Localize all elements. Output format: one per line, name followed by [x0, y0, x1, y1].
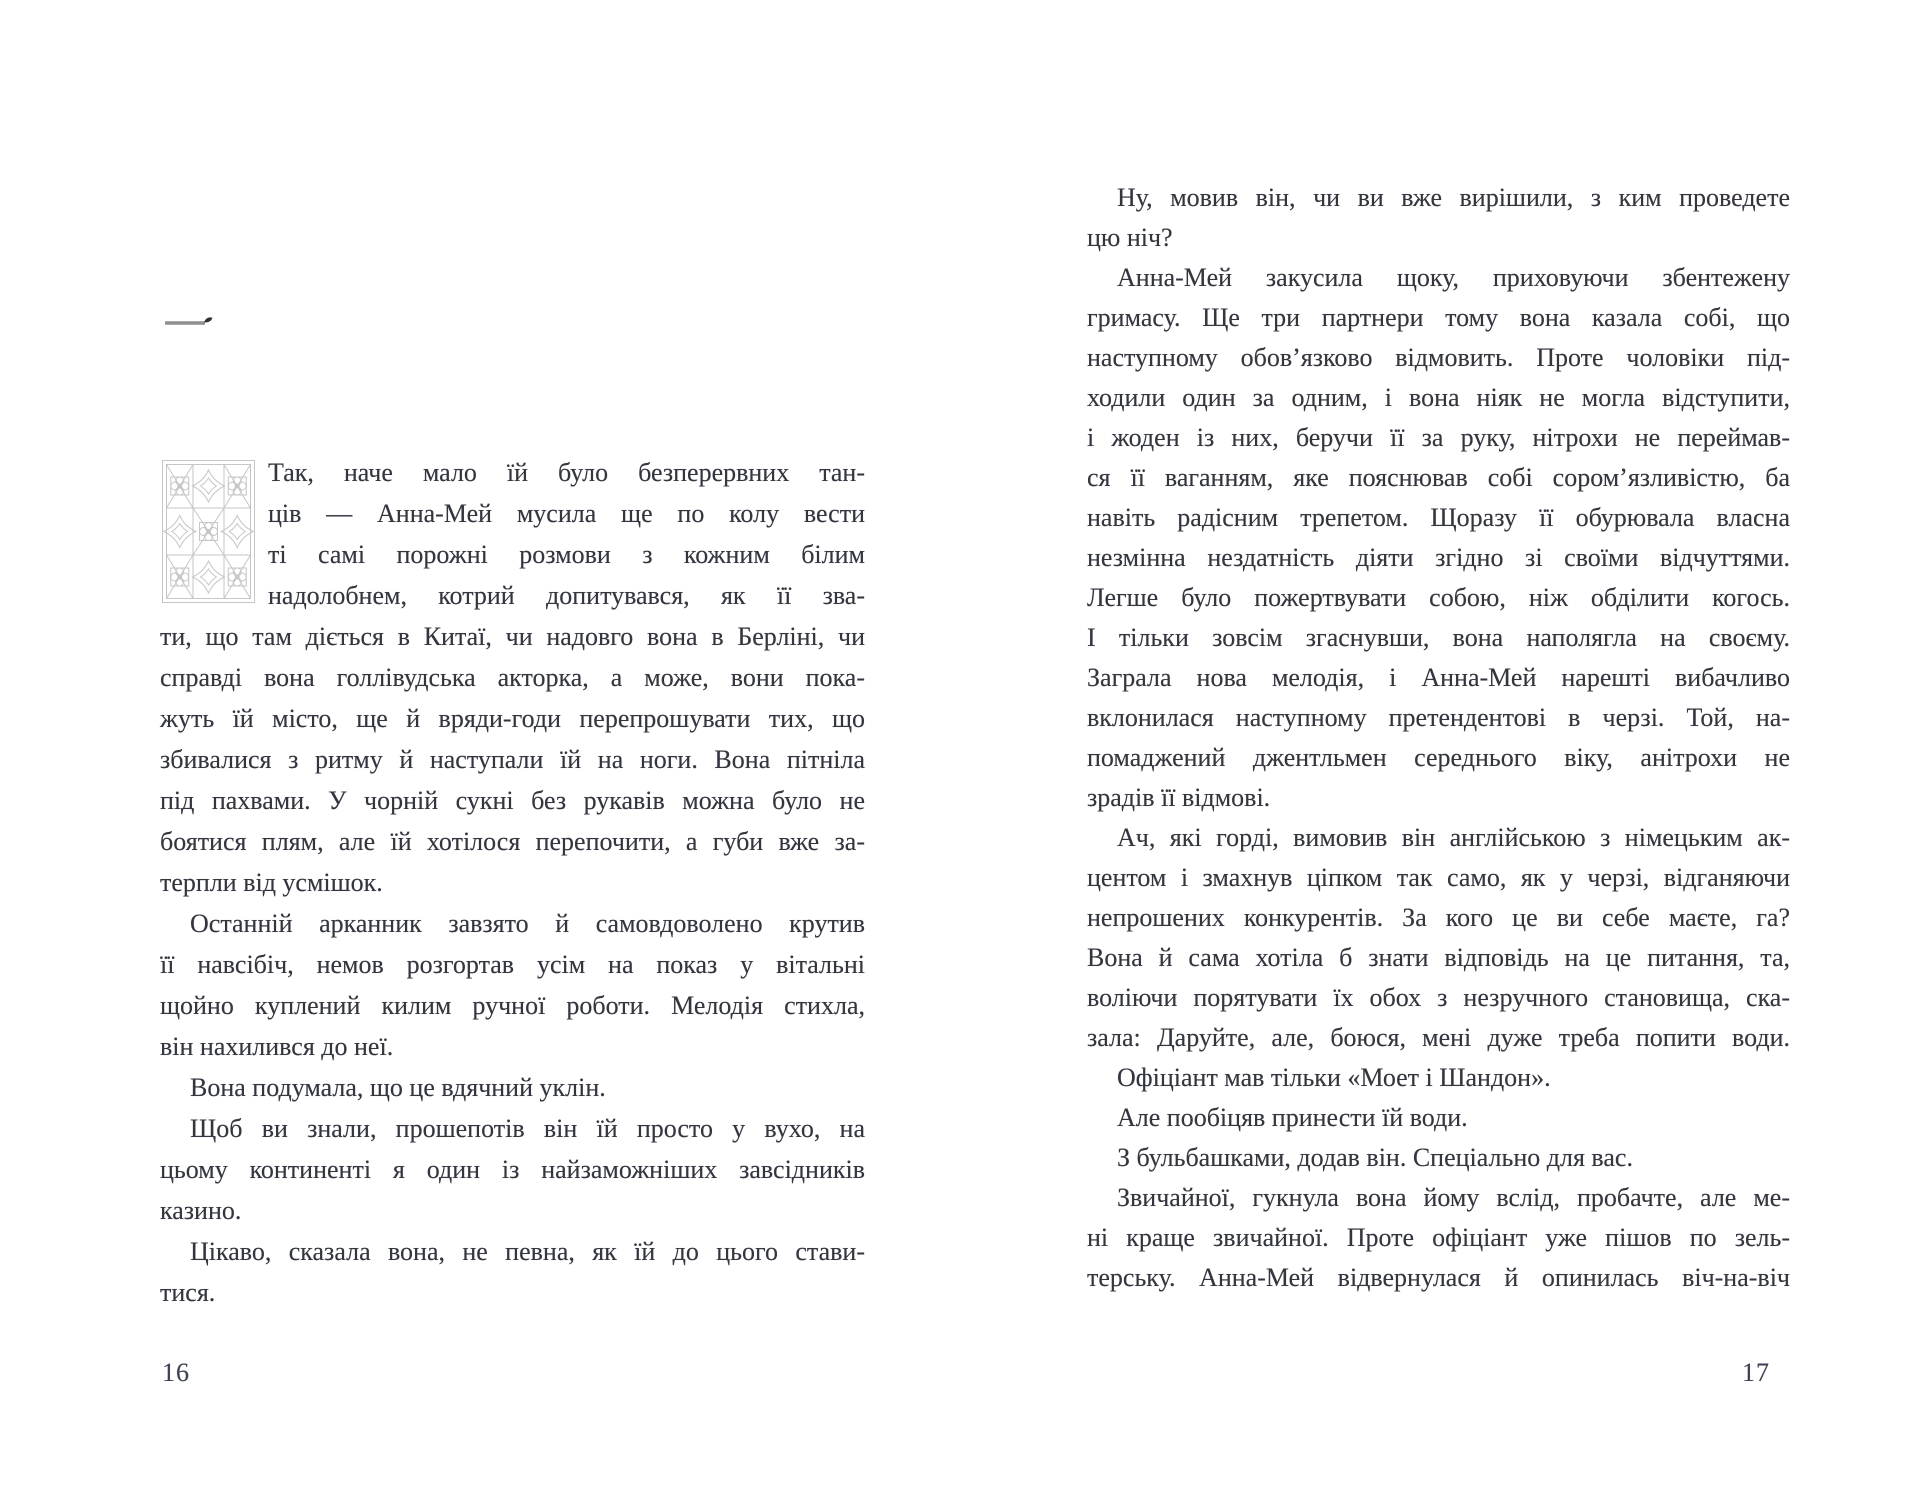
text-line: він нахилився до неї. — [160, 1032, 394, 1061]
text-line: боятися плям, але їй хотілося перепочити, а губи вже за- — [160, 827, 865, 856]
text-line: ти, що там діється в Китаї, чи надовго вона в Берліні, чи — [160, 622, 865, 651]
text-line: ходили один за одним, і вона ніяк не могла відступити, — [1087, 383, 1790, 412]
page-number-left: 16 — [162, 1358, 190, 1387]
text-line: і жоден із них, беручи її за руку, нітрохи не переймав- — [1087, 423, 1790, 452]
text-line: Цікаво, сказала вона, не певна, як їй до цього стави- — [190, 1237, 865, 1266]
text-line: її навсібіч, немов розгортав усім на показ у вітальні — [160, 950, 865, 979]
text-line: ців — Анна-Мей мусила ще по колу вести — [268, 499, 865, 528]
text-line: надолобнем, котрий допитувався, як її зва- — [268, 581, 865, 610]
text-line: Вона й сама хотіла б знати відповідь на це питання, та, — [1087, 943, 1790, 972]
text-line: Щоб ви знали, прошепотів він їй просто у вухо, на — [190, 1114, 865, 1143]
text-line: Ач, які горді, вимовив він англійською з німецьким ак- — [1117, 823, 1790, 852]
text-line: ті самі порожні розмови з кожним білим — [268, 540, 865, 569]
lattice-ornament-icon — [162, 460, 255, 603]
text-line: щойно куплений килим ручної роботи. Мелодія стихла, — [160, 991, 865, 1020]
text-line: З бульбашками, додав він. Спеціально для вас. — [1117, 1143, 1633, 1172]
text-line: Так, наче мало їй було безперервних тан- — [268, 458, 865, 487]
text-line: терську. Анна-Мей відвернулася й опинилась віч-на-віч — [1087, 1263, 1790, 1292]
text-line: Анна-Мей закусила щоку, приховуючи збентежену — [1117, 263, 1790, 292]
text-line: Легше було пожертвувати собою, ніж обділити когось. — [1087, 583, 1790, 612]
text-line: під пахвами. У чорній сукні без рукавів можна було не — [160, 786, 865, 815]
right-text-block — [1087, 178, 1790, 1298]
paragraph — [160, 452, 865, 903]
text-line: зала: Даруйте, але, боюся, мені дуже треба попити води. — [1087, 1023, 1790, 1052]
text-line: цьому континенті я один із найзаможніших завсідників — [160, 1155, 865, 1184]
text-line: Заграла нова мелодія, і Анна-Мей нарешті вибачливо — [1087, 663, 1790, 692]
left-text-block — [160, 452, 865, 1313]
paragraph — [160, 1231, 865, 1313]
text-line: непрошених конкурентів. За кого це ви себе маєте, га? — [1087, 903, 1790, 932]
text-line: Але пообіцяв принести їй води. — [1117, 1103, 1468, 1132]
text-line: І тільки зовсім згаснувши, вона наполягла на своєму. — [1087, 623, 1790, 652]
text-line: центом і змахнув ціпком так само, як у черзі, відганяючи — [1087, 863, 1790, 892]
text-line: збивалися з ритму й наступали їй на ноги. Вона пітніла — [160, 745, 865, 774]
text-line: Офіціант мав тільки «Моет і Шандон». — [1117, 1063, 1551, 1092]
text-line: гримасу. Ще три партнери тому вона казала собі, що — [1087, 303, 1790, 332]
text-line: зрадів її відмові. — [1087, 783, 1271, 812]
paragraph — [1087, 818, 1790, 1058]
paragraph — [160, 1067, 865, 1108]
page-number-right: 17 — [1742, 1358, 1770, 1387]
text-line: терпли від усмішок. — [160, 868, 383, 897]
text-line: цю ніч? — [1087, 223, 1173, 252]
text-line: навіть радісним трепетом. Щоразу її обурювала власна — [1087, 503, 1790, 532]
text-line: помаджений джентльмен середнього віку, анітрохи не — [1087, 743, 1790, 772]
text-line: ні краще звичайної. Проте офіціант уже пішов по зель- — [1087, 1223, 1790, 1252]
paragraph — [1087, 258, 1790, 818]
chapter-divider-icon — [164, 306, 216, 334]
text-line: справді вона голлівудська акторка, а може, вони пока- — [160, 663, 865, 692]
text-line: незмінна нездатність діяти згідно зі своїми відчуттями. — [1087, 543, 1790, 572]
text-line: ся її ваганням, яке пояснював собі сором’язливістю, ба — [1087, 463, 1790, 492]
text-line: Звичайної, гукнула вона йому вслід, пробачте, але ме- — [1117, 1183, 1790, 1212]
paragraph — [160, 903, 865, 1067]
text-line: казино. — [160, 1196, 242, 1225]
paragraph — [160, 1108, 865, 1231]
text-line: вклонилася наступному претендентові в черзі. Той, на- — [1087, 703, 1790, 732]
text-line: Вона подумала, що це вдячний уклін. — [190, 1073, 606, 1102]
paragraph — [1087, 1138, 1790, 1178]
text-line: воліючи порятувати їх обох з незручного становища, ска- — [1087, 983, 1790, 1012]
paragraph — [1087, 1058, 1790, 1098]
text-line: Ну, мовив він, чи ви вже вирішили, з ким проведете — [1117, 183, 1790, 212]
paragraph — [1087, 178, 1790, 258]
text-line: тися. — [160, 1278, 216, 1307]
paragraph — [1087, 1178, 1790, 1298]
text-line: жуть їй місто, ще й вряди-годи перепрошувати тих, що — [160, 704, 865, 733]
text-line: Останній арканник завзято й самовдоволено крутив — [190, 909, 865, 938]
paragraph — [1087, 1098, 1790, 1138]
text-line: наступному обов’язково відмовить. Проте чоловіки під- — [1087, 343, 1790, 372]
